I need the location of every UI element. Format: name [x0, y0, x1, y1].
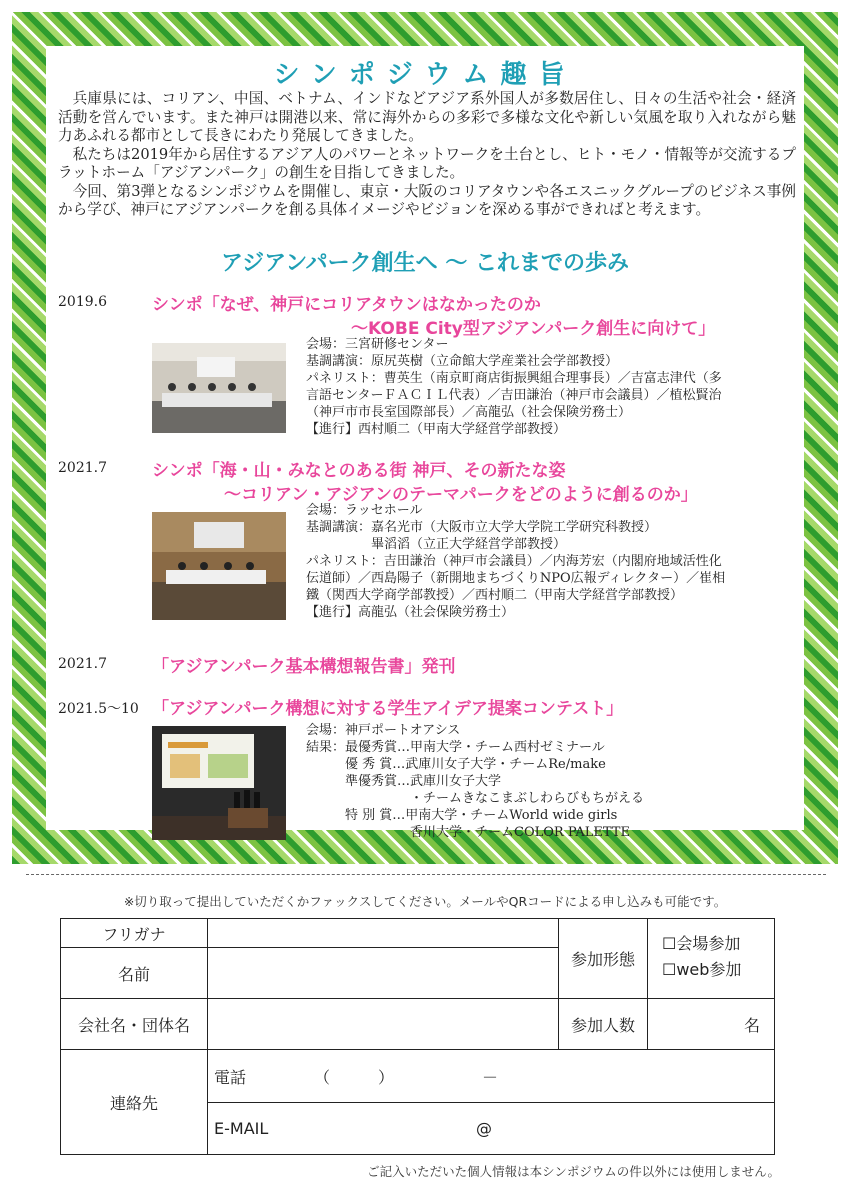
event-date: 2019.6: [58, 294, 107, 310]
contact-label: 連絡先: [60, 1049, 208, 1155]
detail-line: 伝道師）／西島陽子（新開地まちづくりNPO広報ディレクター）／崔相: [306, 571, 726, 586]
count-label: 参加人数: [558, 998, 648, 1050]
name-input[interactable]: [207, 947, 559, 999]
detail-line: 優 秀 賞…武庫川女子大学・チームRe/make: [306, 757, 606, 772]
event-title: 「アジアンパーク構想に対する学生アイデア提案コンテスト」: [152, 699, 624, 719]
intro-paragraph-1: 兵庫県には、コリアン、中国、ベトナム、インドなどアジア系外国人が多数居住し、日々の生活や社会・経済活動を営んでいます。また神戸は開港以来、常に海外からの多彩で多様な文化や新しい気風を取り入れながら魅力あふれる都市として長きにわたり発展してきました。: [58, 90, 796, 144]
detail-line: 準優秀賞…武庫川女子大学: [306, 774, 502, 789]
symposium-purpose-heading: シンポジウム趣旨: [273, 60, 577, 90]
event-date: 2021.7: [58, 656, 107, 672]
symposium-photo-1: [152, 343, 286, 433]
intro-paragraph-3: 今回、第3弾となるシンポジウムを開催し、東京・大阪のコリアタウンや各エスニックグループのビジネス事例から学び、神戸にアジアンパークを創る具体イメージやビジョンを深める事ができればと考えます。: [58, 182, 796, 218]
detail-line: 【進行】高龍弘（社会保険労務士）: [306, 605, 515, 620]
contest-photo: [152, 726, 286, 840]
detail-line: 鐵（関西大学商学部教授）／西村順二（甲南大学経営学部教授）: [306, 588, 684, 603]
detail-line: 言語センターＦＡＣＩＬ代表）／吉田謙治（神戸市会議員）／植松賢治: [306, 388, 722, 403]
furigana-label: フリガナ: [60, 918, 208, 948]
event-subtitle: ～KOBE City型アジアンパーク創生に向けて」: [351, 319, 716, 339]
intro-text: [58, 90, 796, 220]
web-checkbox[interactable]: ☐web参加: [662, 960, 742, 979]
email-input[interactable]: [207, 1102, 775, 1155]
history-heading: アジアンパーク創生へ ～ これまでの歩み: [220, 251, 630, 276]
event-details: [306, 336, 722, 438]
symposium-photo-2: [152, 512, 286, 620]
event-title: 「アジアンパーク基本構想報告書」発刊: [152, 657, 456, 677]
detail-line: ・チームきなこまぶしわらびもちがえる: [306, 791, 645, 806]
detail-line: 基調講演：嘉名光市（大阪市立大学大学院工学研究科教授）: [306, 520, 658, 535]
detail-line: 基調講演：原尻英樹（立命館大学産業社会学部教授）: [306, 354, 619, 369]
event-date: 2021.5～10: [58, 701, 139, 717]
detail-line: 香川大学・チームCOLOR PALETTE: [306, 825, 630, 840]
detail-line: （神戸市市長室国際部長）／高龍弘（社会保険労務士）: [306, 405, 632, 420]
intro-paragraph-2: 私たちは2019年から居住するアジア人のパワーとネットワークを土台とし、ヒト・モノ・情報等が交流するプラットホーム「アジアンパーク」の創生を目指してきました。: [58, 145, 796, 181]
phone-label: 電話: [214, 1067, 247, 1087]
event-subtitle: ～コリアン・アジアンのテーマパークをどのように創るのか」: [224, 485, 698, 505]
detail-line: 結果：最優秀賞…甲南大学・チーム西村ゼミナール: [306, 740, 605, 755]
detail-line: 特 別 賞…甲南大学・チームWorld wide girls: [306, 808, 618, 823]
detail-line: 【進行】西村順二（甲南大学経営学部教授）: [306, 422, 567, 437]
phone-input[interactable]: [207, 1049, 775, 1103]
detail-line: パネリスト：吉田謙治（神戸市会議員）／内海芳宏（内閣府地域活性化: [306, 554, 722, 569]
participation-options: [647, 918, 775, 999]
privacy-note: ご記入いただいた個人情報は本シンポジウムの件以外には使用しません。: [367, 1164, 780, 1179]
venue-checkbox[interactable]: ☐会場参加: [662, 934, 741, 953]
phone-area-code: （ ）: [314, 1067, 395, 1087]
content-panel: [46, 46, 804, 840]
count-unit: 名: [743, 1015, 760, 1035]
event-details: [306, 722, 644, 841]
detail-line: パネリスト：曹英生（南京町商店街振興組合理事長）／吉富志津代（多: [306, 371, 722, 386]
cut-line: [26, 874, 826, 875]
event-title: シンポ「海・山・みなとのある街 神戸、その新たな姿: [152, 461, 566, 481]
detail-line: 会場：三宮研修センター: [306, 337, 449, 352]
event-details: [306, 502, 725, 621]
event-date: 2021.7: [58, 460, 107, 476]
company-label: 会社名・団体名: [60, 998, 208, 1050]
detail-line: 会場：神戸ポートオアシス: [306, 723, 461, 738]
name-label: 名前: [60, 947, 208, 999]
phone-dash: －: [482, 1067, 499, 1087]
email-label: E-MAIL: [214, 1119, 269, 1138]
count-input[interactable]: [647, 998, 775, 1050]
detail-line: 会場：ラッセホール: [306, 503, 423, 518]
company-input[interactable]: [207, 998, 559, 1050]
submission-note: ※切り取って提出していただくかファックスしてください。メールやQRコードによる申し込みも可能です。: [123, 894, 727, 909]
at-sign: @: [476, 1119, 492, 1138]
furigana-input[interactable]: [207, 918, 559, 948]
detail-line: 畢滔滔（立正大学経営学部教授）: [306, 537, 567, 552]
participation-label: 参加形態: [558, 918, 648, 999]
event-title: シンポ「なぜ、神戸にコリアタウンはなかったのか: [152, 295, 541, 315]
green-checkered-border: [12, 12, 838, 864]
